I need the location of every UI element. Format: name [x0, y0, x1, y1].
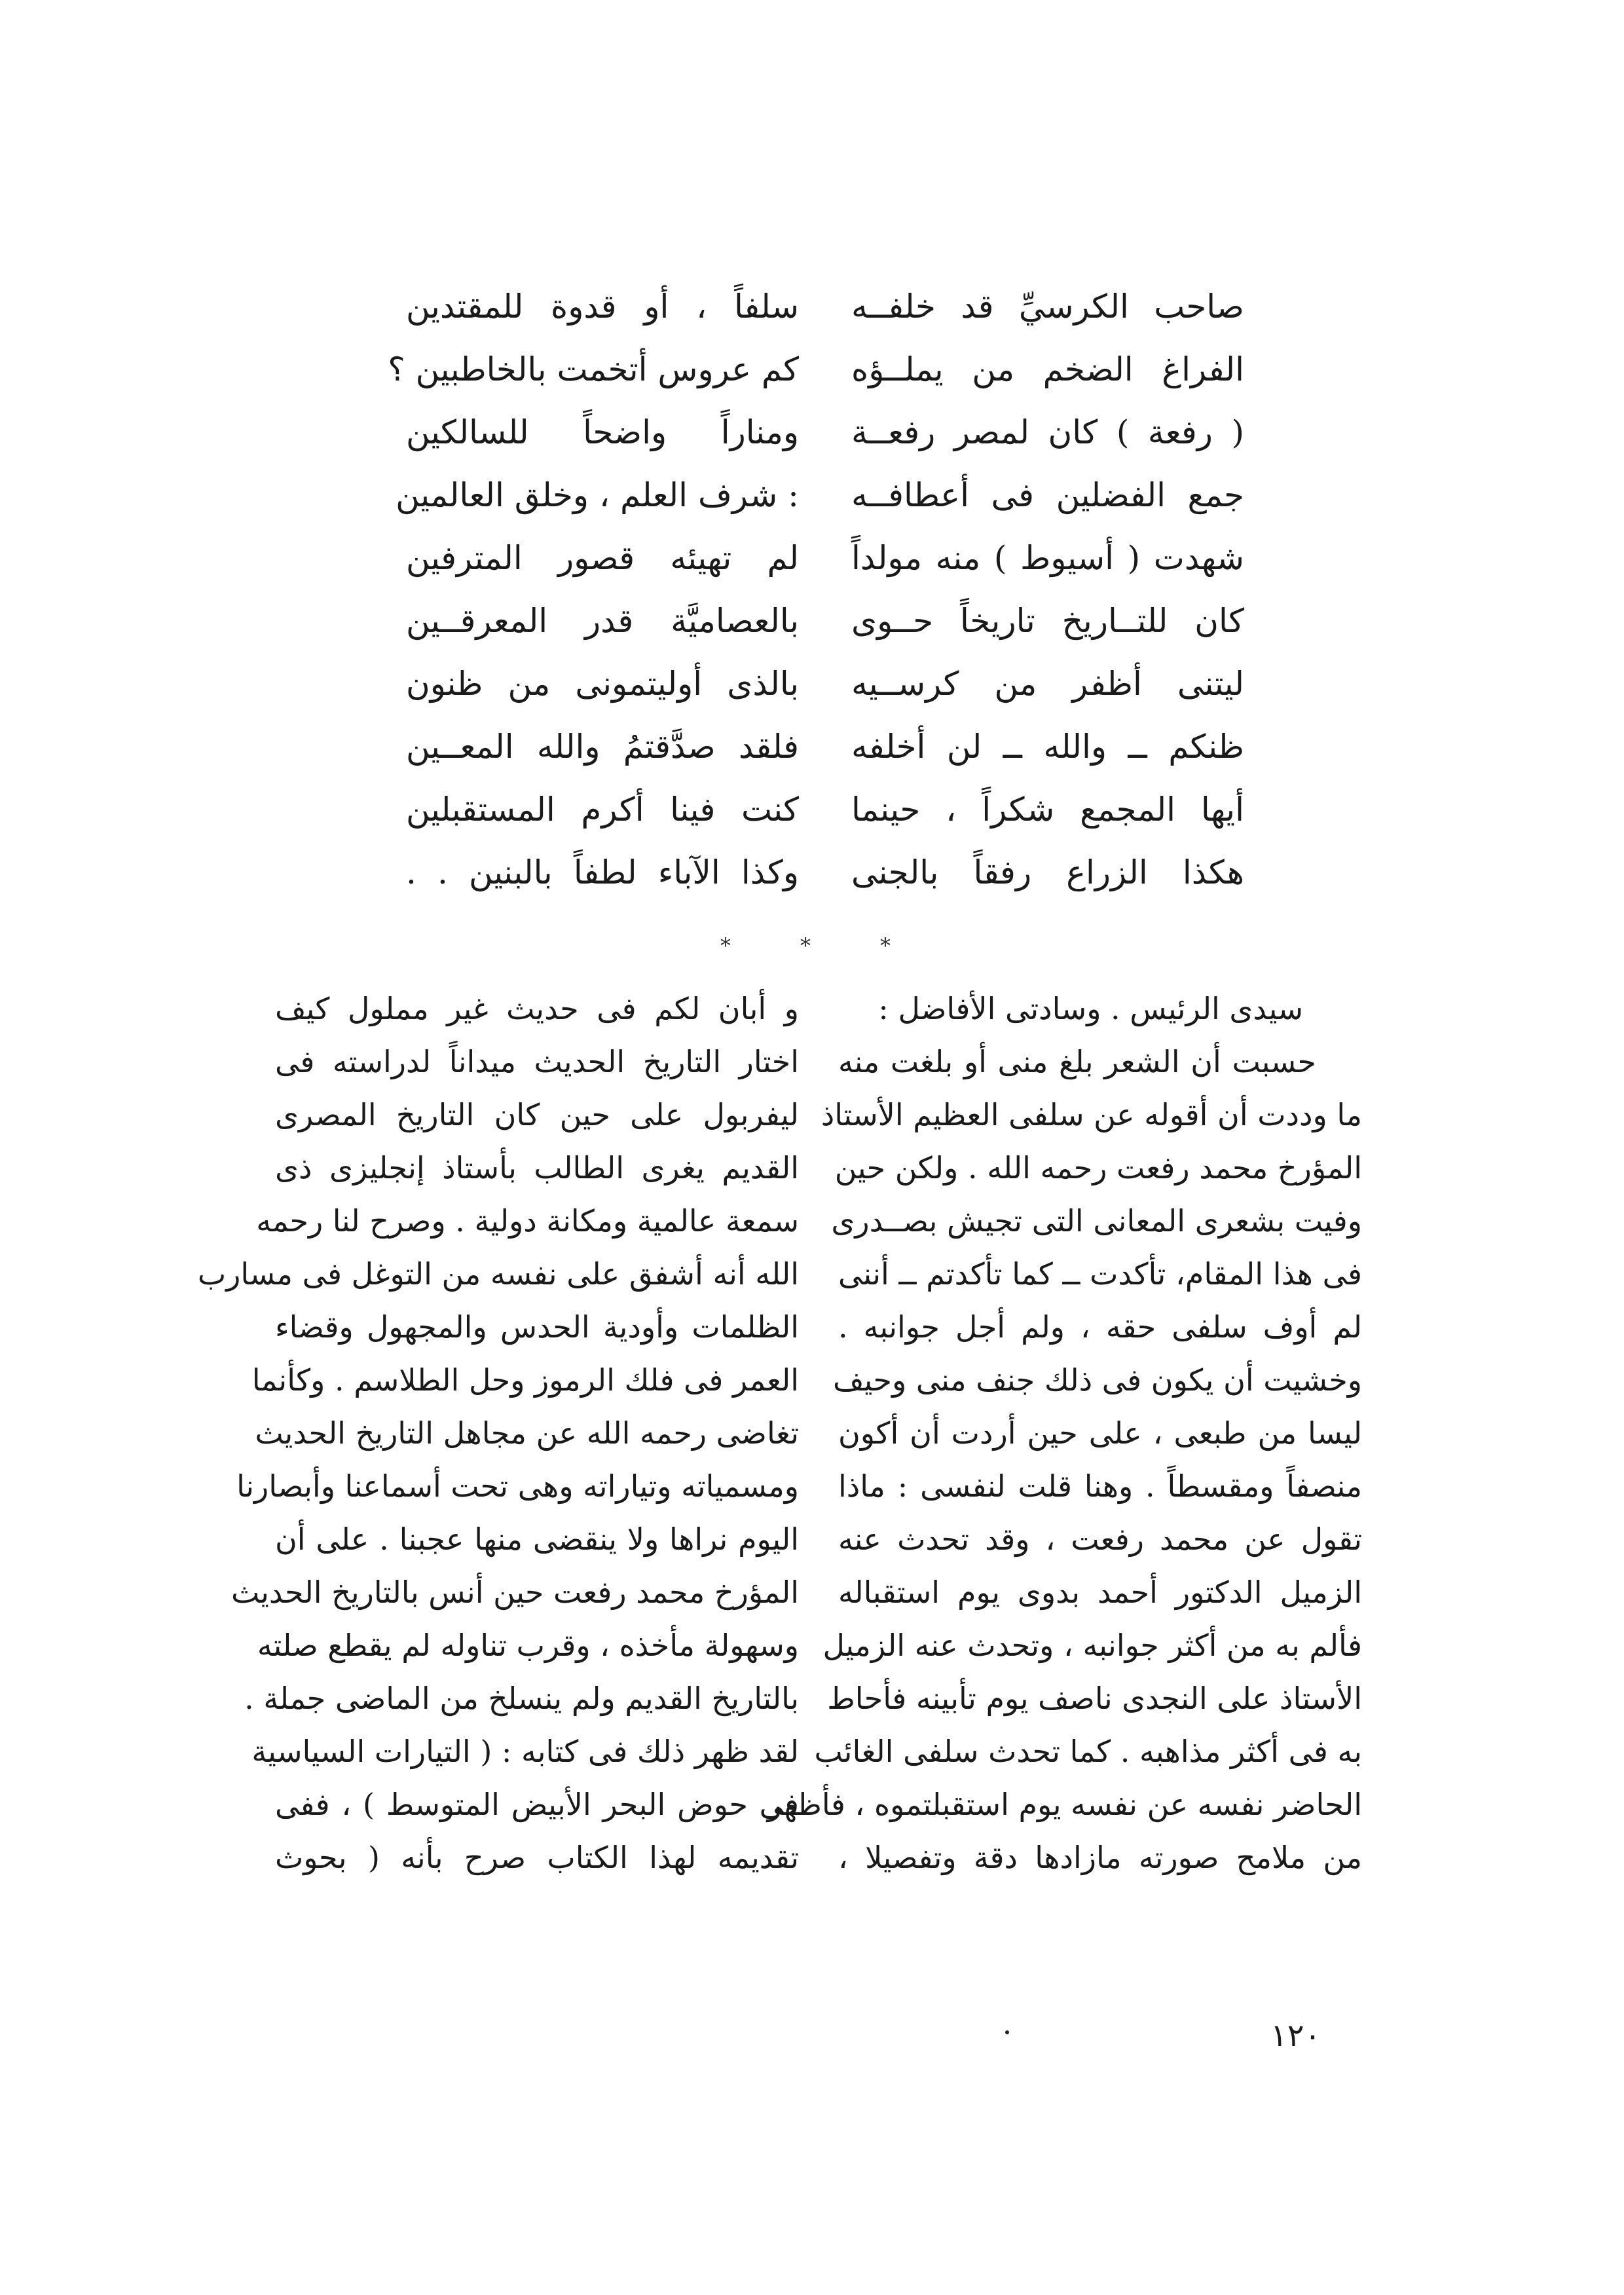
prose-line: ليسا من طبعى ، على حين أردت أن أكون [838, 1415, 1362, 1451]
prose-line: وسهولة مأخذه ، وقرب تناوله لم يقطع صلته [257, 1628, 799, 1663]
prose-line: فى حوض البحر الأبيض المتوسط ) ، ففى [275, 1787, 799, 1822]
poem-verse: كان للتــاريخ تاريخاً حــوى [851, 602, 1244, 640]
poem-verse: صاحب الكرسيِّ قد خلفــه [851, 288, 1244, 326]
prose-line: تقديمه لهذا الكتاب صرح بأنه ( بحوث [275, 1840, 799, 1875]
prose-line: الأستاذ على النجدى ناصف يوم تأبينه فأحاط [827, 1681, 1362, 1716]
prose-line: العمر فى فلك الرموز وحل الطلاسم . وكأنما [251, 1362, 799, 1398]
prose-line: لقد ظهر ذلك فى كتابه : ( التيارات السياسية [251, 1734, 799, 1769]
poem-verse: الفراغ الضخم من يملــؤه [851, 350, 1244, 388]
prose-line: المؤرخ محمد رفعت حين أنس بالتاريخ الحديث [231, 1575, 799, 1610]
divider-star: * [800, 933, 811, 958]
salutation: سيدى الرئيس . وسادتى الأفاضل : [878, 991, 1303, 1026]
prose-right-column [767, 982, 1362, 1884]
prose-left-column [197, 982, 799, 1884]
prose-line: تغاضى رحمه الله عن مجاهل التاريخ الحديث [255, 1415, 799, 1451]
poem-verse: شهدت ( أسيوط ) منه مولداً [851, 539, 1244, 577]
poem-verse: : شرف العلم ، وخلق العالمين [396, 476, 799, 514]
prose-line: اختار التاريخ الحديث ميداناً لدراسته فى [275, 1044, 799, 1079]
prose-line: وفيت بشعرى المعانى التى تجيش بصــدرى [831, 1203, 1362, 1239]
poem-verse: ليتنى أظفر من كرســيه [851, 665, 1244, 703]
prose-line: سمعة عالمية ومكانة دولية . وصرح لنا رحمه [256, 1203, 799, 1239]
prose-line: المؤرخ محمد رفعت رحمه الله . ولكن حين [834, 1150, 1362, 1185]
prose-line: القديم يغرى الطالب بأستاذ إنجليزى ذى [275, 1150, 799, 1185]
poem-verse: ظنكم ــ والله ــ لن أخلفه [851, 728, 1244, 766]
poem-verse: ومناراً واضحاً للسالكين [406, 413, 799, 451]
page-number: ١٢٠ [1270, 2017, 1321, 2054]
prose-line: تقول عن محمد رفعت ، وقد تحدث عنه [838, 1521, 1362, 1557]
poem-verse: ( رفعة ) كان لمصر رفعــة [851, 413, 1244, 451]
poem-right-column [851, 275, 1244, 904]
poem-verse: هكذا الزراع رفقاً بالجنى [851, 853, 1244, 891]
prose-line: الظلمات وأودية الحدس والمجهول وقضاء [275, 1309, 799, 1345]
section-divider [720, 933, 891, 960]
prose-line: حسبت أن الشعر بلغ منى أو بلغت منه [838, 1044, 1316, 1079]
poem-verse: بالذى أوليتمونى من ظنون [406, 665, 799, 703]
poem-verse: وكذا الآباء لطفاً بالبنين . . [406, 853, 799, 891]
prose-line: من ملامح صورته مازادها دقة وتفصيلا ، [838, 1840, 1362, 1875]
prose-line: الزميل الدكتور أحمد بدوى يوم استقباله [838, 1575, 1362, 1610]
prose-line: ومسمياته وتياراته وهى تحت أسماعنا وأبصارنا [236, 1468, 799, 1504]
prose-line: منصفاً ومقسطاً . وهنا قلت لنفسى : ماذا [838, 1468, 1362, 1504]
ink-speck [1005, 2030, 1009, 2034]
prose-line: به فى أكثر مذاهبه . كما تحدث سلفى الغائب [814, 1734, 1362, 1769]
poem-verse: جمع الفضلين فى أعطافــه [851, 476, 1244, 514]
prose-line: ما وددت أن أقوله عن سلفى العظيم الأستاذ [821, 1097, 1362, 1132]
poem-verse: أيها المجمع شكراً ، حينما [851, 791, 1244, 829]
prose-line: اليوم نراها ولا ينقضى منها عجبنا . على أن [275, 1521, 799, 1557]
prose-line: الله أنه أشفق على نفسه من التوغل فى مسارب [197, 1256, 799, 1292]
prose-line: ليفربول على حين كان التاريخ المصرى [275, 1097, 799, 1132]
poem-verse: سلفاً ، أو قدوة للمقتدين [406, 288, 799, 326]
poem-verse: فلقد صدَّقتمُ والله المعــين [406, 728, 799, 766]
poem-verse: كنت فينا أكرم المستقبلين [406, 791, 799, 829]
divider-star: * [880, 933, 891, 958]
prose-line: بالتاريخ القديم ولم ينسلخ من الماضى جملة . [244, 1681, 799, 1716]
prose-line: وخشيت أن يكون فى ذلك جنف منى وحيف [833, 1362, 1362, 1398]
prose-line: و أبان لكم فى حديث غير مملول كيف [275, 991, 799, 1026]
poem-verse: كم عروس أتخمت بالخاطبين ؟ [388, 350, 799, 388]
prose-line: فى هذا المقام، تأكدت ــ كما تأكدتم ــ أننى [838, 1256, 1362, 1292]
poem-verse: لم تهيئه قصور المترفين [406, 539, 799, 577]
prose-line: لم أوف سلفى حقه ، ولم أجل جوانبه . [838, 1309, 1362, 1345]
prose-line: فألم به من أكثر جوانبه ، وتحدث عنه الزميل [822, 1628, 1362, 1663]
poem-verse: بالعصاميَّة قدر المعرقــين [406, 602, 799, 640]
poem-left-column [388, 275, 799, 904]
poem-block [388, 275, 1244, 904]
prose-line: الحاضر نفسه عن نفسه يوم استقبلتموه ، فأظهر [767, 1787, 1362, 1822]
divider-star: * [720, 933, 731, 958]
